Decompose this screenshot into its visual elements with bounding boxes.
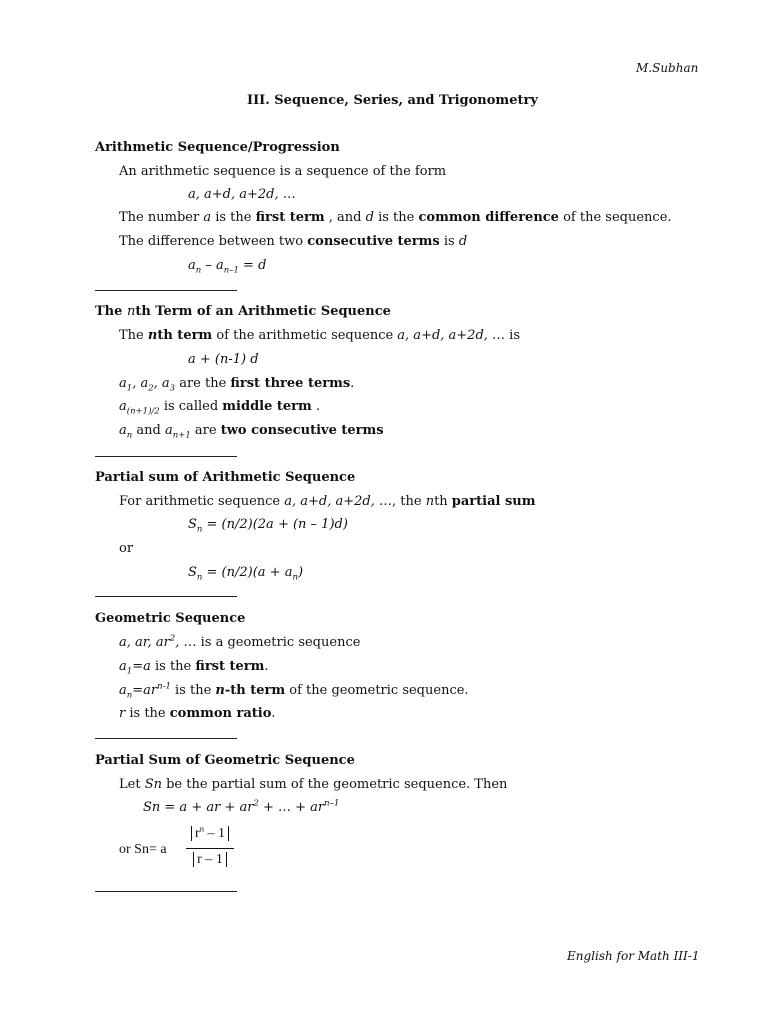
s2-formula: a + (n-1) d [188,352,259,367]
s5-fraction-bar [186,848,234,849]
s1-line-3: The number a is the first term , and d is the common difference of the sequence. [119,210,672,225]
s3-formula-2: $S_n = (n/2)(a + a_n)$ [188,565,304,583]
s2-line-4: $a_{(n+1)/2}$ is called middle term . [119,399,321,417]
s3-or: or [119,541,134,556]
s4-line-4: r is the common ratio. [119,706,276,721]
s1-line-2: a, a+d, a+2d, … [188,187,296,202]
s5-fraction [186,823,234,872]
heading-nth-term: The nth Term of an Arithmetic Sequence [95,304,391,319]
s2-line-1: The nth term of the arithmetic sequence a, a+d, a+2d, … is [119,328,521,343]
page-title: III. Sequence, Series, and Trigonometry [247,93,538,108]
s3-line-1: For arithmetic sequence a, a+d, a+2d, …, the nth partial sum [119,494,536,509]
s2-line-5: $a_n$ and $a_{n+1}$ are two consecutive terms [119,423,384,441]
s3-formula-1: $S_n = (n/2)(2a + (n - 1)d)$ [188,517,348,535]
divider [95,596,237,597]
s1-line-1: An arithmetic sequence is a sequence of the form [119,164,447,179]
heading-partial-sum-arithmetic: Partial sum of Arithmetic Sequence [95,470,356,485]
s4-line-3: $a_n=ar^{n-1}$ is the n-th term of the geometric sequence. [119,681,469,701]
heading-arithmetic-sequence: Arithmetic Sequence/Progression [95,140,340,155]
divider [95,456,237,457]
s5-line-1: Let Sn be the partial sum of the geometric sequence. Then [119,777,508,792]
s5-denominator: r – 1 [186,852,234,868]
divider [95,290,237,291]
heading-geometric-sequence: Geometric Sequence [95,611,246,626]
divider [95,738,237,739]
author-name: M.Subhan [636,61,699,75]
divider [95,891,237,892]
s2-line-3: $a_1$, $a_2$, $a_3$ are the first three terms. [119,376,355,394]
heading-partial-sum-geometric: Partial Sum of Geometric Sequence [95,753,355,768]
s5-formula-2-lead: or Sn= a [119,842,167,857]
footer-text: English for Math III-1 [567,949,700,963]
s4-line-2: $a_1=a$ is the first term. [119,659,269,677]
s1-line-4: The difference between two consecutive terms is d [119,234,468,249]
s5-formula-1: Sn = a + ar + $ar^2$ + … + $ar^{n-1}$ [143,798,340,815]
s5-numerator: $r^n - 1$ [186,826,234,842]
s4-line-1: a, ar, $ar^2$, … is a geometric sequence [119,633,361,650]
s1-formula: $a_n - a_{n-1} = d$ [188,258,267,276]
